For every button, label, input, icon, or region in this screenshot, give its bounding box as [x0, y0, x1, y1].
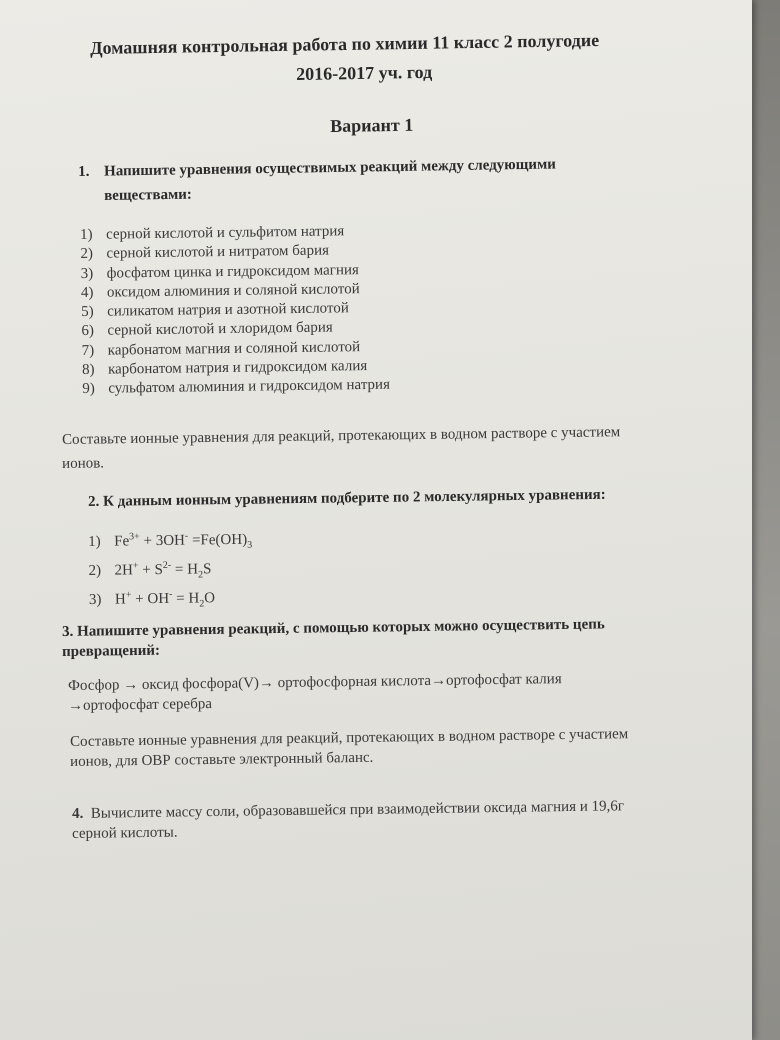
item-text: карбонатом натрия и гидроксидом калия	[107, 358, 368, 378]
task1-list	[80, 222, 390, 400]
item-text: карбонатом магния и соляной кислотой	[107, 338, 361, 359]
eq-part: =Fe(OH)	[188, 531, 248, 549]
task3-chain-line1: Фосфор → оксид фосфора(V)→ ортофосфорная кислота→ортофосфат калия	[68, 671, 562, 694]
eq-sub: 2	[199, 598, 205, 610]
eq-part: S	[202, 561, 212, 578]
task4-text-line1: Вычислите массу соли, образовавшейся при взаимодействии оксида магния и 19,6г	[90, 798, 625, 822]
item-text: силикатом натрия и азотной кислотой	[107, 300, 349, 320]
item-text: сульфатом алюминия и гидроксидом натрия	[108, 377, 391, 397]
eq-part: + OH	[131, 590, 170, 608]
task2-heading: 2. К данным ионным уравнениям подберите по 2 молекулярных уравнения:	[88, 486, 606, 510]
task3-note-line2: ионов, для ОВР составьте электронный баланс.	[70, 749, 374, 770]
eq-part: O	[204, 590, 216, 607]
task1-heading-line2: веществами:	[104, 186, 192, 204]
item-text: фосфатом цинка и гидроксидом магния	[106, 261, 359, 282]
item-text: оксидом алюминия и соляной кислотой	[106, 280, 360, 301]
task3-chain-line2: →ортофосфат серебра	[68, 695, 213, 714]
eq-part: H	[114, 591, 126, 608]
item-number: 2)	[80, 246, 94, 263]
item-number: 4)	[80, 284, 94, 301]
eq-part: + S	[138, 561, 164, 579]
eq-sup: -	[184, 530, 189, 542]
task1-number: 1.	[78, 163, 90, 180]
eq-part: 2H	[114, 562, 134, 579]
task1-note-line2: ионов.	[62, 455, 105, 472]
eq-sup: 2-	[162, 559, 172, 571]
item-number: 8)	[81, 361, 95, 379]
item-number: 9)	[82, 381, 95, 398]
item-number: 6)	[81, 323, 95, 340]
eq-sup: 3+	[129, 531, 140, 543]
eq-part: + 3OH	[139, 532, 186, 550]
task4-number: 4.	[72, 805, 84, 822]
item-number: 7)	[81, 342, 95, 359]
eq-sub: 2	[198, 569, 204, 581]
eq-sub: 3	[247, 539, 253, 551]
eq-sup: +	[125, 589, 132, 601]
task4-line1	[72, 798, 624, 823]
item-text: серной кислотой и сульфитом натрия	[106, 223, 345, 243]
list-item	[82, 376, 390, 400]
eq-sup: -	[168, 588, 173, 600]
task2-equations	[88, 526, 253, 615]
item-number: 3)	[80, 265, 94, 282]
eq-number: 3)	[88, 591, 102, 608]
eq-part: = H	[172, 590, 200, 607]
eq-number: 1)	[88, 533, 101, 550]
equation-3	[89, 584, 253, 615]
title-line-1: Домашняя контрольная работа по химии 11 класс 2 полугодие	[90, 30, 600, 58]
eq-number: 2)	[88, 562, 102, 579]
task3-heading-line2: превращений:	[62, 642, 161, 660]
equation-1	[88, 526, 252, 557]
task1-heading	[78, 156, 556, 181]
task1-note-line1: Составьте ионные уравнения для реакций, протекающих в водном растворе с участием	[62, 424, 621, 448]
task3-note-line1: Составьте ионные уравнения для реакций, протекающих в водном растворе с участием	[70, 726, 629, 750]
task4-text-line2: серной кислоты.	[72, 824, 178, 842]
variant-title: Вариант 1	[330, 114, 414, 136]
item-number: 5)	[81, 304, 94, 321]
item-number: 1)	[80, 226, 93, 243]
title-line-2: 2016-2017 уч. год	[296, 61, 433, 84]
eq-sup: +	[132, 560, 139, 572]
eq-part: = H	[171, 561, 199, 578]
equation-2	[88, 555, 252, 586]
task1-heading-line1: Напишите уравнения осуществимых реакций между следующими	[103, 156, 557, 180]
item-text: серной кислотой и нитратом бария	[106, 242, 330, 262]
item-text: серной кислотой и хлоридом бария	[107, 319, 333, 340]
task3-heading-line1: 3. Напишите уравнения реакций, с помощью которых можно осуществить цепь	[62, 616, 605, 640]
eq-part: Fe	[114, 533, 130, 550]
